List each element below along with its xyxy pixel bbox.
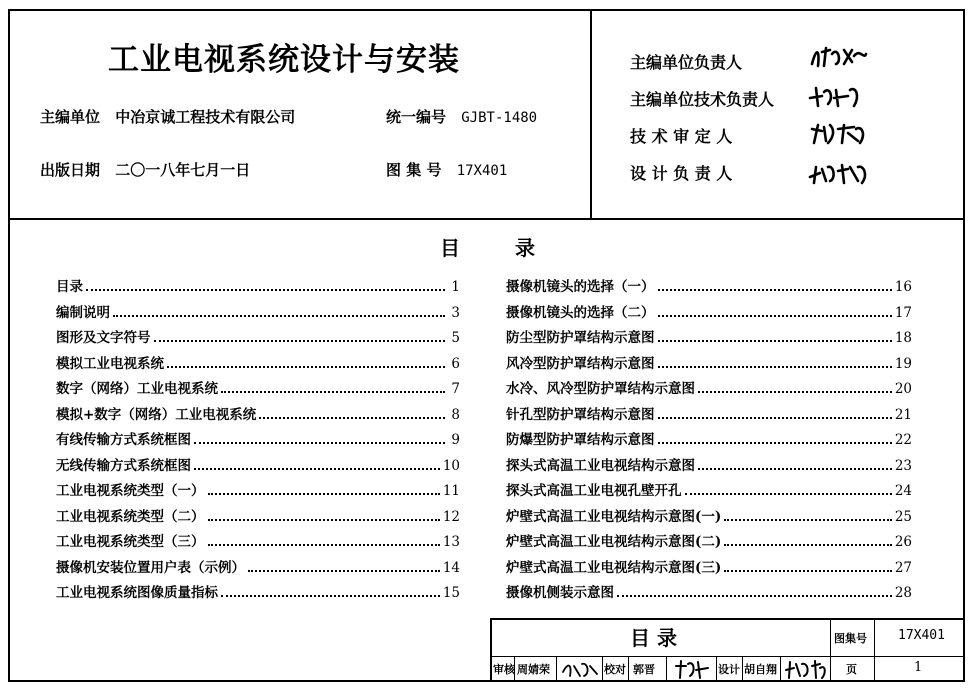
resp-row-designer xyxy=(630,161,790,184)
unified-number xyxy=(386,106,537,127)
leader-dots xyxy=(658,315,892,317)
toc-entry[interactable] xyxy=(506,454,912,480)
toc-entry-page: 22 xyxy=(894,432,912,448)
toc-entry[interactable] xyxy=(56,530,460,556)
title-block-rule xyxy=(490,656,965,657)
editor-unit-value: 中冶京诚工程技术有限公司 xyxy=(115,108,296,126)
leader-dots xyxy=(658,289,892,291)
toc-entry-title: 模拟工业电视系统 xyxy=(56,355,164,372)
leader-dots xyxy=(154,340,446,342)
toc-entry-page: 13 xyxy=(442,534,460,550)
toc-entry-title: 编制说明 xyxy=(56,304,110,321)
toc-entry[interactable] xyxy=(56,581,460,607)
atlas-number-label: 图集号 xyxy=(834,632,867,645)
publish-date-label: 出版日期 xyxy=(40,161,101,179)
toc-entry-title: 工业电视系统类型（一） xyxy=(56,483,205,499)
toc-left-column xyxy=(56,275,460,607)
title-block-rule xyxy=(666,656,667,682)
resp-row-tech-head xyxy=(630,87,790,110)
atlas-number-value: 17X401 xyxy=(456,163,508,179)
leader-dots xyxy=(208,493,440,495)
toc-entry[interactable] xyxy=(506,301,912,327)
leader-dots xyxy=(617,595,892,597)
toc-entry-title: 防尘型防护罩结构示意图 xyxy=(506,330,655,346)
toc-entry[interactable] xyxy=(506,530,912,556)
toc-entry[interactable] xyxy=(56,454,460,480)
toc-entry-title: 摄像机镜头的选择（一） xyxy=(506,279,655,295)
leader-dots xyxy=(724,519,892,521)
toc-entry-title: 数字（网络）工业电视系统 xyxy=(56,381,218,397)
toc-entry-page: 23 xyxy=(894,457,912,474)
toc-entry-page: 27 xyxy=(894,559,912,576)
checker-name: 郭晋 xyxy=(633,663,655,676)
leader-dots xyxy=(698,391,892,393)
toc-entry[interactable] xyxy=(56,556,460,582)
leader-dots xyxy=(208,519,440,521)
toc-entry[interactable] xyxy=(506,275,912,301)
toc-entry[interactable] xyxy=(56,403,460,429)
unified-number-value: GJBT-1480 xyxy=(461,110,538,126)
toc-entry[interactable] xyxy=(506,377,912,403)
designer-name: 胡自翔 xyxy=(744,663,777,676)
toc-entry-page: 19 xyxy=(894,355,912,372)
toc-entry[interactable] xyxy=(56,377,460,403)
toc-entry-page: 18 xyxy=(894,330,912,346)
toc-entry[interactable] xyxy=(56,352,460,378)
publish-date xyxy=(40,159,250,180)
leader-dots xyxy=(658,366,892,368)
toc-entry-title: 有线传输方式系统框图 xyxy=(56,432,191,448)
toc-entry-page: 5 xyxy=(451,330,460,346)
toc-entry-title: 针孔型防护罩结构示意图 xyxy=(506,406,655,423)
toc-entry-page: 8 xyxy=(451,406,460,423)
header-vertical-divider xyxy=(590,9,592,219)
leader-dots xyxy=(194,468,440,470)
toc-entry-page: 17 xyxy=(894,304,912,321)
design-label: 设计 xyxy=(718,663,740,676)
toc-entry-page: 7 xyxy=(451,381,460,397)
publish-date-value: 二〇一八年七月一日 xyxy=(115,161,251,179)
toc-entry-page: 21 xyxy=(894,406,912,423)
toc-entry-page: 12 xyxy=(442,508,460,525)
title-block-rule xyxy=(628,656,629,682)
toc-entry-page: 10 xyxy=(442,457,460,474)
title-block-rule xyxy=(716,656,717,682)
toc-entry[interactable] xyxy=(506,428,912,454)
toc-entry-page: 3 xyxy=(451,304,460,321)
toc-entry-page: 14 xyxy=(442,559,460,576)
toc-entry-title: 炉壁式高温工业电视结构示意图(一) xyxy=(506,508,722,525)
signature-image xyxy=(808,121,870,147)
toc-entry-title: 水冷、风冷型防护罩结构示意图 xyxy=(506,381,695,397)
toc-entry[interactable] xyxy=(56,326,460,352)
checker-signature-image xyxy=(672,658,712,680)
toc-entry[interactable] xyxy=(506,326,912,352)
header-divider xyxy=(8,218,965,220)
toc-entry-title: 炉壁式高温工业电视结构示意图(二) xyxy=(506,534,722,550)
title-block-rule xyxy=(556,656,557,682)
check-label: 校对 xyxy=(604,663,626,676)
sheet-title: 目 录 xyxy=(630,626,677,650)
leader-dots xyxy=(658,417,892,419)
toc-entry-page: 1 xyxy=(451,279,460,295)
title-block-border xyxy=(490,618,965,620)
leader-dots xyxy=(248,570,440,572)
resp-row-editor-head xyxy=(630,50,790,73)
resp-label: 主编单位技术负责人 xyxy=(630,90,775,109)
page-label: 页 xyxy=(846,663,857,676)
leader-dots xyxy=(259,417,445,419)
toc-entry-page: 25 xyxy=(894,508,912,525)
toc-entry[interactable] xyxy=(506,352,912,378)
title-block xyxy=(490,618,965,682)
reviewer-signature-image xyxy=(560,658,600,680)
atlas-number-label: 图 集 号 xyxy=(386,161,442,179)
toc-entry-page: 11 xyxy=(442,483,460,499)
toc-entry-title: 摄像机镜头的选择（二） xyxy=(506,304,655,321)
toc-entry-page: 20 xyxy=(894,381,912,397)
toc-entry[interactable] xyxy=(506,581,912,607)
toc-entry[interactable] xyxy=(56,428,460,454)
toc-entry-page: 26 xyxy=(894,534,912,550)
toc-entry[interactable] xyxy=(506,556,912,582)
leader-dots xyxy=(167,366,445,368)
toc-entry-page: 6 xyxy=(451,355,460,372)
toc-heading-char: 录 xyxy=(514,236,535,260)
title-block-rule xyxy=(602,656,603,682)
toc-entry-title: 风冷型防护罩结构示意图 xyxy=(506,355,655,372)
leader-dots xyxy=(685,493,892,495)
leader-dots xyxy=(221,391,445,393)
page-value: 1 xyxy=(914,660,923,675)
toc-heading xyxy=(440,232,535,261)
resp-label: 设 计 负 责 人 xyxy=(630,164,733,183)
toc-right-column xyxy=(506,275,912,607)
toc-entry-page: 24 xyxy=(894,483,912,499)
leader-dots xyxy=(658,442,892,444)
toc-entry-title: 探头式高温工业电视孔壁开孔 xyxy=(506,483,682,499)
signature-image xyxy=(808,44,870,70)
title-block-rule xyxy=(830,618,831,682)
toc-entry-title: 炉壁式高温工业电视结构示意图(三) xyxy=(506,559,722,576)
toc-entry-title: 工业电视系统类型（三） xyxy=(56,534,205,550)
signature-image xyxy=(808,84,870,110)
title-block-border xyxy=(490,618,492,682)
toc-entry[interactable] xyxy=(506,403,912,429)
toc-entry-page: 15 xyxy=(442,585,460,601)
reviewer-name: 周婧荣 xyxy=(517,663,550,676)
leader-dots xyxy=(698,468,892,470)
leader-dots xyxy=(221,595,440,597)
leader-dots xyxy=(208,544,440,546)
toc-entry[interactable] xyxy=(56,275,460,301)
leader-dots xyxy=(194,442,445,444)
toc-entry-page: 28 xyxy=(894,585,912,601)
signature-image xyxy=(808,161,870,187)
toc-entry-title: 图形及文字符号 xyxy=(56,330,151,346)
toc-entry-title: 目录 xyxy=(56,279,83,295)
title-block-rule xyxy=(874,618,875,682)
leader-dots xyxy=(724,570,892,572)
toc-entry[interactable] xyxy=(56,505,460,531)
toc-entry[interactable] xyxy=(506,479,912,505)
toc-entry-title: 工业电视系统类型（二） xyxy=(56,508,205,525)
toc-entry-page: 9 xyxy=(451,432,460,448)
leader-dots xyxy=(658,340,892,342)
editor-unit-label: 主编单位 xyxy=(40,108,101,126)
toc-entry-title: 模拟+数字（网络）工业电视系统 xyxy=(56,406,257,423)
toc-entry[interactable] xyxy=(506,505,912,531)
toc-entry[interactable] xyxy=(56,301,460,327)
review-label: 审核 xyxy=(493,663,515,676)
toc-entry-title: 工业电视系统图像质量指标 xyxy=(56,585,218,601)
title-block-rule xyxy=(780,656,781,682)
toc-entry-title: 无线传输方式系统框图 xyxy=(56,457,191,474)
toc-entry[interactable] xyxy=(56,479,460,505)
atlas-number xyxy=(386,159,507,180)
atlas-number-value: 17X401 xyxy=(898,628,945,643)
toc-entry-title: 摄像机侧装示意图 xyxy=(506,585,614,601)
toc-entry-title: 防爆型防护罩结构示意图 xyxy=(506,432,655,448)
toc-heading-char: 目 xyxy=(440,236,460,260)
unified-number-label: 统一编号 xyxy=(386,108,447,126)
designer-signature-image xyxy=(784,658,828,680)
title-block-rule xyxy=(742,656,743,682)
resp-label: 主编单位负责人 xyxy=(630,53,743,72)
leader-dots xyxy=(113,315,445,317)
toc-entry-title: 探头式高温工业电视结构示意图 xyxy=(506,457,695,474)
book-title: 工业电视系统设计与安装 xyxy=(108,42,460,78)
leader-dots xyxy=(86,289,445,291)
toc-entry-title: 摄像机安装位置用户表（示例） xyxy=(56,559,245,576)
editor-unit xyxy=(40,106,295,127)
resp-label: 技 术 审 定 人 xyxy=(630,127,733,146)
leader-dots xyxy=(724,544,892,546)
toc-entry-page: 16 xyxy=(894,279,912,295)
resp-row-reviewer xyxy=(630,124,790,147)
